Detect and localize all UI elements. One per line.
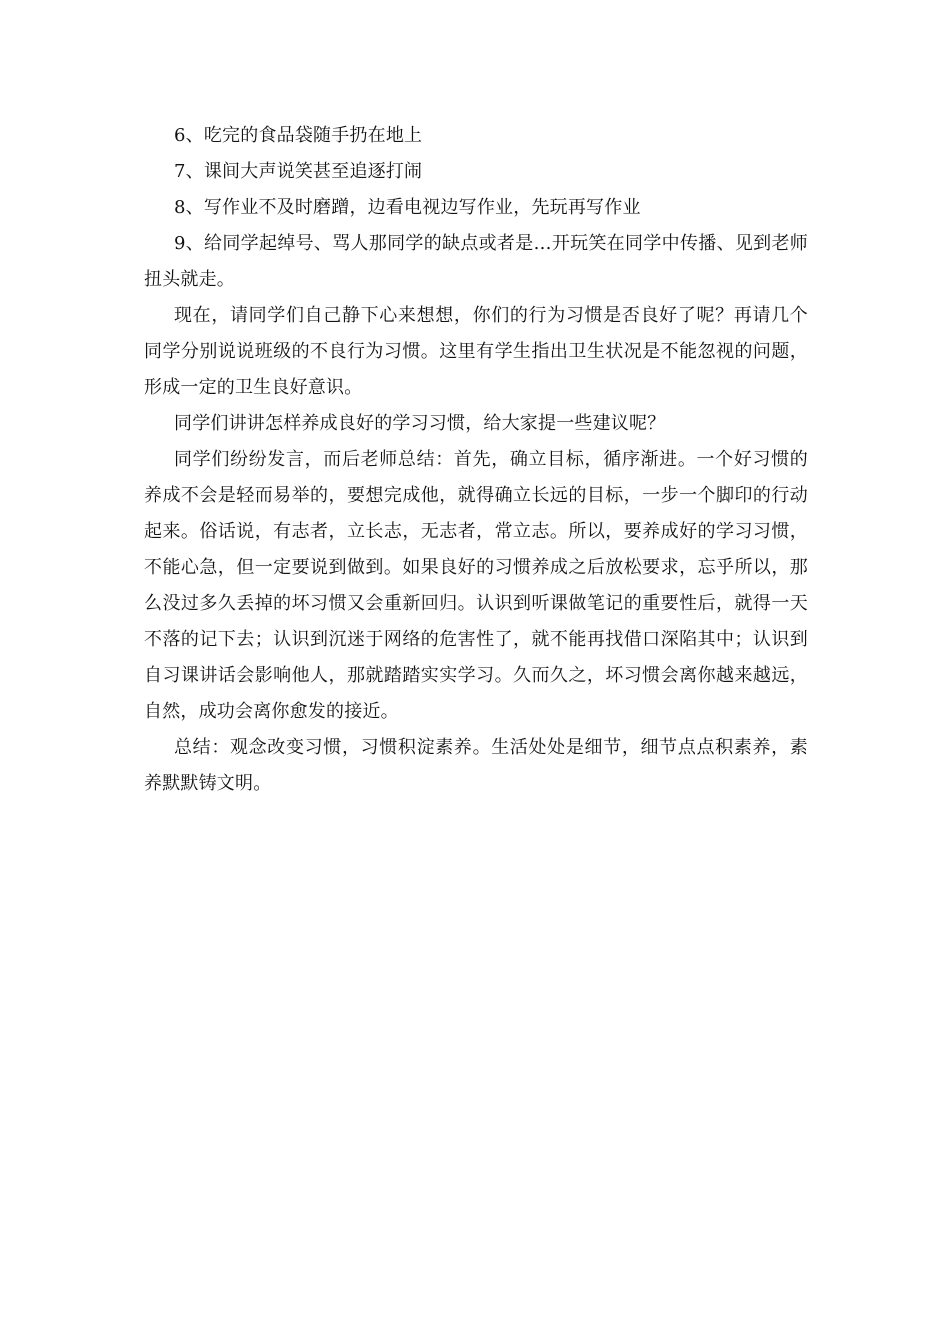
- list-item-8: 8、写作业不及时磨蹭，边看电视边写作业，先玩再写作业: [174, 197, 641, 218]
- conclusion-paragraph: 总结：观念改变习惯，习惯积淀素养。生活处处是细节，细节点点积素养，素养默默铸文明。: [144, 737, 808, 794]
- reflection-paragraph: 现在，请同学们自己静下心来想想，你们的行为习惯是否良好了呢？再请几个同学分别说说班级的不良行为习惯。这里有学生指出卫生状况是不能忽视的问题，形成一定的卫生良好意识。: [144, 305, 808, 398]
- list-item-6: 6、吃完的食品袋随手扔在地上: [174, 125, 423, 146]
- question-paragraph: 同学们讲讲怎样养成良好的学习习惯，给大家提一些建议呢？: [174, 413, 666, 434]
- document-body: [144, 118, 808, 802]
- list-item-9: 9、给同学起绰号、骂人那同学的缺点或者是…开玩笑在同学中传播、见到老师扭头就走。: [144, 233, 808, 290]
- list-item-7: 7、课间大声说笑甚至追逐打闹: [174, 161, 423, 182]
- teacher-summary-paragraph: 同学们纷纷发言，而后老师总结：首先，确立目标，循序渐进。一个好习惯的养成不会是轻而易举的，要想完成他，就得确立长远的目标，一步一个脚印的行动起来。俗话说，有志者，立长志，无志者，常立志。所以，要养成好的学习习惯，不能心急，但一定要说到做到。如果良好的习惯养成之后放松要求，忘乎所以，那么没过多久丢掉的坏习惯又会重新回归。认识到听课做笔记的重要性后，就得一天不落的记下去；认识到沉迷于网络的危害性了，就不能再找借口深陷其中；认识到自习课讲话会影响他人，那就踏踏实实学习。久而久之，坏习惯会离你越来越远，自然，成功会离你愈发的接近。: [144, 449, 808, 722]
